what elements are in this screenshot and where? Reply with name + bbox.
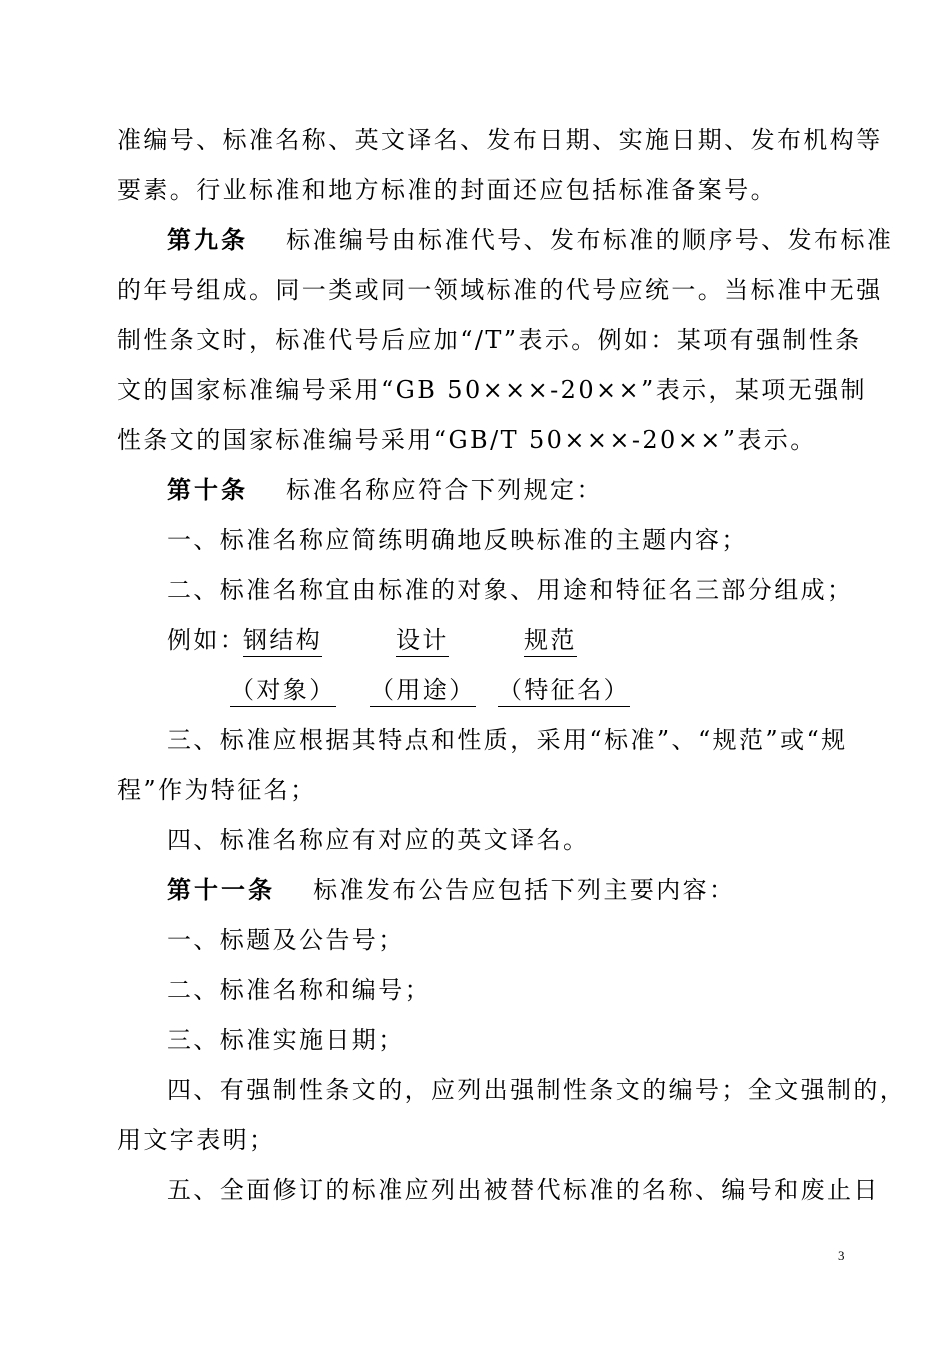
list-item: 四、有强制性条文的，应列出强制性条文的编号；全文强制的， xyxy=(167,1076,907,1104)
example-usage-label: （用途） xyxy=(370,675,476,707)
text-span: 标准编号由标准代号、发布标准的顺序号、发布标准 xyxy=(286,226,894,254)
list-item: 一、标题及公告号； xyxy=(167,926,405,954)
example-feature: 规范 xyxy=(524,625,577,657)
text-span: 标准名称应符合下列规定： xyxy=(286,476,603,504)
list-item: 五、全面修订的标准应列出被替代标准的名称、编号和废止日 xyxy=(167,1176,880,1204)
list-item: 三、标准实施日期； xyxy=(167,1026,405,1054)
text-line: 程”作为特征名； xyxy=(117,776,317,804)
example-usage: 设计 xyxy=(396,625,449,657)
text-span: 标准发布公告应包括下列主要内容： xyxy=(313,876,736,904)
text-line: 的年号组成。同一类或同一领域标准的代号应统一。当标准中无强 xyxy=(117,276,883,304)
text-line: 文的国家标准编号采用“GB 50×××-20××”表示，某项无强制 xyxy=(117,376,867,404)
list-item: 二、标准名称和编号； xyxy=(167,976,431,1004)
list-item: 四、标准名称应有对应的英文译名。 xyxy=(167,826,590,854)
article-10-first-line xyxy=(167,475,603,505)
list-item: 三、标准应根据其特点和性质，采用“标准”、“规范”或“规 xyxy=(167,726,848,754)
text-line: 用文字表明； xyxy=(117,1126,276,1154)
list-item: 一、标准名称应简练明确地反映标准的主题内容； xyxy=(167,526,748,554)
text-line: 准编号、标准名称、英文译名、发布日期、实施日期、发布机构等 xyxy=(117,126,883,154)
article-heading: 第十条 xyxy=(167,476,248,504)
article-heading: 第九条 xyxy=(167,226,248,254)
article-heading: 第十一条 xyxy=(167,876,275,904)
article-9-first-line xyxy=(167,225,893,255)
list-item: 二、标准名称宜由标准的对象、用途和特征名三部分组成； xyxy=(167,576,854,604)
example-prefix: 例如： xyxy=(167,626,247,654)
text-line: 制性条文时，标准代号后应加“/T”表示。例如：某项有强制性条 xyxy=(117,326,862,354)
text-line: 要素。行业标准和地方标准的封面还应包括标准备案号。 xyxy=(117,176,777,204)
example-object-label: （对象） xyxy=(230,675,336,707)
article-11-first-line xyxy=(167,875,735,905)
example-object: 钢结构 xyxy=(243,625,322,657)
text-line: 性条文的国家标准编号采用“GB/T 50×××-20××”表示。 xyxy=(117,426,817,454)
page-number: 3 xyxy=(838,1248,845,1263)
example-feature-label: （特征名） xyxy=(498,675,630,707)
